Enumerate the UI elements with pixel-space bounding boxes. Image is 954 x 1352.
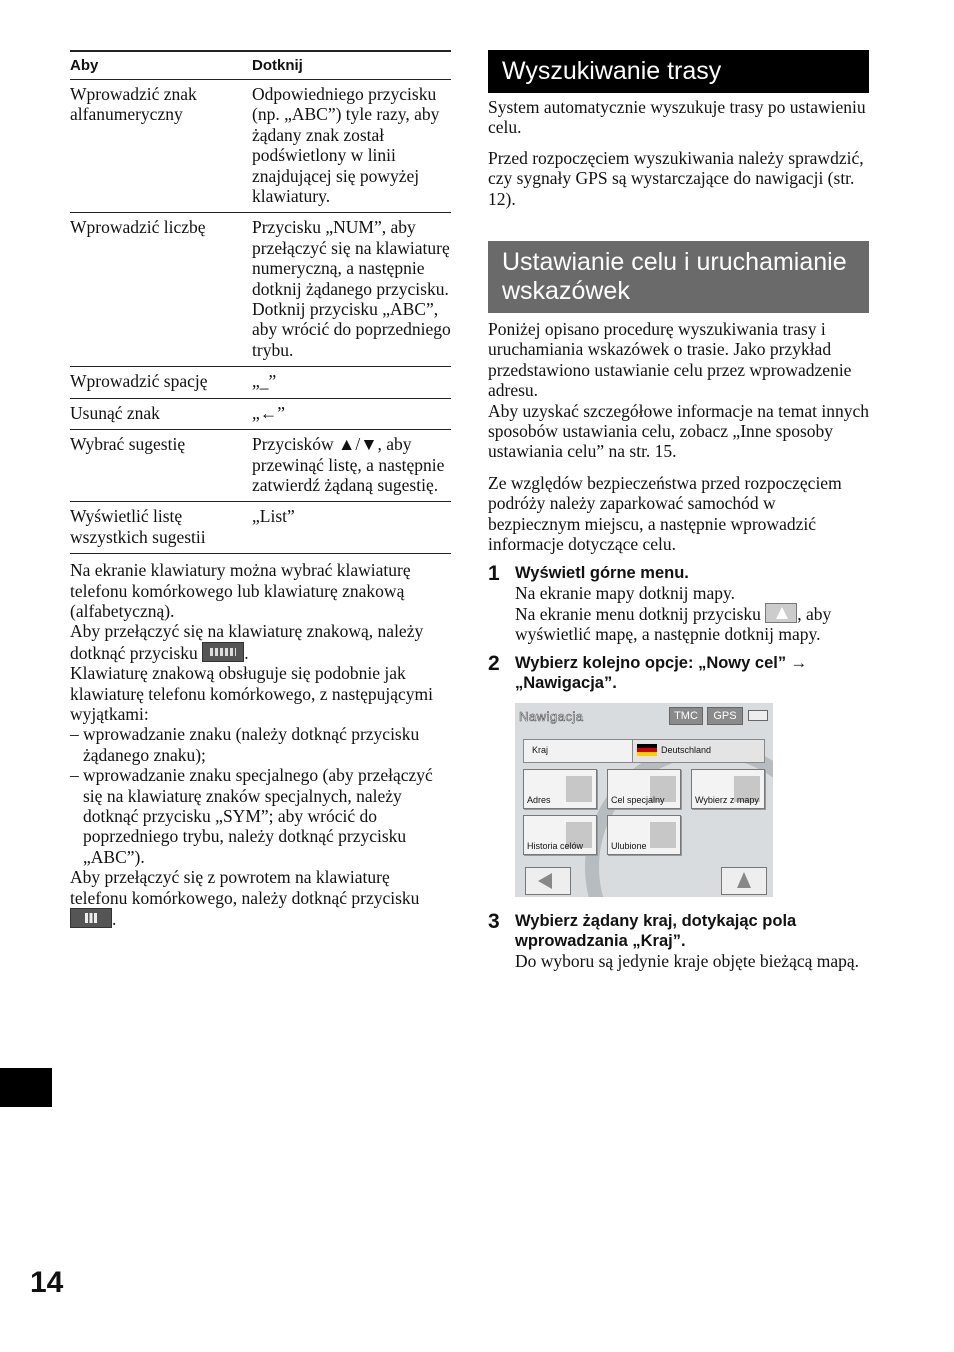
paragraph: Aby uzyskać szczegółowe informacje na temat innych sposobów ustawiania celu, zobacz „Inne sposoby ustawiania celu” na str. 15. <box>488 400 869 462</box>
button-label: Historia celów <box>527 840 584 851</box>
phone-keypad-icon <box>70 908 112 928</box>
heart-icon <box>650 822 676 848</box>
navigation-arrow-icon <box>765 603 797 623</box>
gps-indicator: GPS <box>707 707 743 725</box>
button-label: Adres <box>527 794 551 805</box>
table-cell: Wyświetlić listę wszystkich sugestii <box>70 506 206 547</box>
list-item <box>70 724 451 765</box>
paragraph <box>70 621 451 663</box>
table-cell: Odpowiedniego przycisku (np. „ABC”) tyle razy, aby żądany znak został podświetlony w linii znajdującej się powyżej klawiatury. <box>252 80 451 213</box>
paragraph: Na ekranie klawiatury można wybrać klawiaturę telefonu komórkowego lub klawiaturę znakową (alfabetyczną). <box>70 560 411 621</box>
country-field[interactable] <box>523 739 765 763</box>
battery-icon <box>748 710 768 721</box>
dash-bullet: – <box>70 765 79 786</box>
keyboard-icon <box>202 642 244 662</box>
country-label: Kraj <box>532 744 549 755</box>
step-number: 3 <box>488 909 500 933</box>
step-title: Wybierz żądany kraj, dotykając pola wprowadzania „Kraj”. <box>515 911 797 950</box>
paragraph <box>70 867 451 929</box>
paragraph: Poniżej opisano procedurę wyszukiwania trasy i uruchamiania wskazówek o trasie. Jako przykład przedstawiono ustawianie celu przez wprowadzenie adresu. <box>488 319 852 401</box>
button-label: Cel specjalny <box>611 794 665 805</box>
right-column <box>488 50 869 971</box>
table-cell: Usunąć znak <box>70 398 252 429</box>
step-number: 1 <box>488 561 500 585</box>
step-line <box>515 603 869 645</box>
list-item-text: wprowadzanie znaku specjalnego (aby przełączyć się na klawiaturę znaków specjalnych, należy dotknąć przycisku „SYM”; aby wrócić do poprzedniego trybu, należy dotknąć przycisku „ABC”). <box>83 765 433 867</box>
table-cell: Przycisków ▲/▼, aby przewinąć listę, a następnie zatwierdź żądaną sugestię. <box>252 430 451 502</box>
table-cell: Wybrać sugestię <box>70 430 252 502</box>
table-cell: Przycisku „NUM”, aby przełączyć się na klawiaturę numeryczną, a następnie dotknij żądanego przycisku. Dotknij przycisku „ABC”, aby wrócić do poprzedniego trybu. <box>252 213 451 367</box>
table-cell: Wprowadzić znak alfanumeryczny <box>70 80 252 213</box>
history-button[interactable] <box>523 815 597 855</box>
back-arrow-button[interactable] <box>525 867 571 895</box>
step-title: Wybierz kolejno opcje: „Nowy cel” → „Nawigacja”. <box>515 653 808 692</box>
paragraph-text: . <box>112 909 117 930</box>
table-row <box>70 367 451 398</box>
table-cell: „←” <box>252 398 451 429</box>
select-from-map-button[interactable] <box>691 769 765 809</box>
table-row <box>70 398 451 429</box>
dash-bullet: – <box>70 724 79 745</box>
table-header-row <box>70 51 451 80</box>
section-heading-route-search: Wyszukiwanie trasy <box>488 50 869 93</box>
list-item <box>70 765 451 867</box>
paragraph-text: Aby przełączyć się z powrotem na klawiaturę telefonu komórkowego, należy dotknąć przycisku <box>70 867 420 908</box>
table-cell: Wprowadzić spację <box>70 367 252 398</box>
button-label: Wybierz z mapy <box>695 794 759 805</box>
table-cell: „List” <box>252 506 295 527</box>
keyboard-notes <box>70 560 451 929</box>
navigation-screenshot <box>515 703 773 897</box>
table-cell: „_” <box>252 367 451 398</box>
step-text: , aby wyświetlić mapę, a następnie dotknij mapy. <box>515 603 832 645</box>
section-heading-set-destination: Ustawianie celu i uruchamianie wskazówek <box>488 241 869 313</box>
list-item-text: wprowadzanie znaku (należy dotknąć przycisku żądanego znaku); <box>83 724 420 765</box>
paragraph: Ze względów bezpieczeństwa przed rozpoczęciem podróży należy zaparkować samochód w bezpiecznym miejscu, a następnie wprowadzić informacje dotyczące celu. <box>488 472 842 555</box>
step-1 <box>488 563 869 645</box>
section-body <box>488 319 869 554</box>
navigation-arrow-button[interactable] <box>721 867 767 895</box>
country-value-box <box>632 740 764 762</box>
paragraph: System automatycznie wyszukuje trasy po ustawieniu celu. <box>488 97 866 138</box>
paragraph: Przed rozpoczęciem wyszukiwania należy sprawdzić, czy sygnały GPS są wystarczające do nawigacji (str. 12). <box>488 147 864 209</box>
table-header-dotknij: Dotknij <box>252 51 451 80</box>
table-row <box>70 213 451 367</box>
paragraph: Klawiaturę znakową obsługuje się podobnie jak klawiaturę telefonu komórkowego, z następującymi wyjątkami: <box>70 663 434 724</box>
step-body: Do wyboru są jedynie kraje objęte bieżącą mapą. <box>515 950 860 971</box>
section-side-tab <box>0 1068 52 1107</box>
step-line: Na ekranie mapy dotknij mapy. <box>515 582 735 603</box>
country-value: Deutschland <box>661 744 712 755</box>
table-row <box>70 502 451 554</box>
step-3 <box>488 911 869 971</box>
step-number: 2 <box>488 651 500 675</box>
page-number: 14 <box>30 1266 64 1299</box>
tmc-indicator: TMC <box>669 707 703 725</box>
keyboard-table <box>70 50 451 554</box>
step-2 <box>488 653 869 693</box>
left-column <box>70 50 451 929</box>
table-cell: Wprowadzić liczbę <box>70 213 252 367</box>
step-title: Wyświetl górne menu. <box>515 563 689 582</box>
screen-title: Nawigacja <box>519 708 584 724</box>
table-header-aby: Aby <box>70 51 252 80</box>
section-body <box>488 97 869 209</box>
button-label: Ulubione <box>611 840 647 851</box>
address-button[interactable] <box>523 769 597 809</box>
favorites-button[interactable] <box>607 815 681 855</box>
poi-button[interactable] <box>607 769 681 809</box>
paragraph-text: . <box>244 642 249 663</box>
signpost-icon <box>566 776 592 802</box>
german-flag-icon <box>637 744 657 756</box>
table-row <box>70 430 451 502</box>
paragraph-text: Aby przełączyć się na klawiaturę znakową, należy dotknąć przycisku <box>70 621 424 663</box>
table-row <box>70 80 451 213</box>
step-body <box>515 583 869 645</box>
step-text: Na ekranie menu dotknij przycisku <box>515 603 761 624</box>
